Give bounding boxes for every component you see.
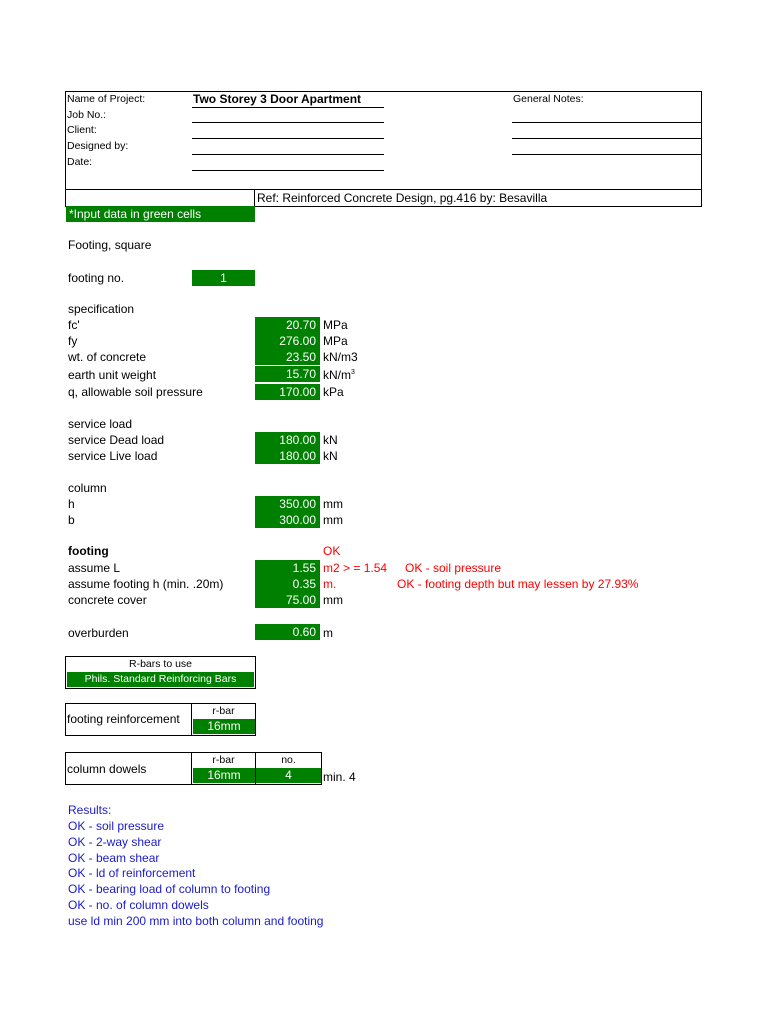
overburden-input[interactable]: 0.60 bbox=[255, 624, 320, 640]
footing-no-input[interactable]: 1 bbox=[192, 270, 255, 286]
result-item: use ld min 200 mm into both column and footing bbox=[68, 914, 324, 928]
designed-by-label: Designed by: bbox=[67, 140, 129, 152]
spec-label-soil-pressure: q, allowable soil pressure bbox=[68, 385, 203, 399]
spec-label-fy: fy bbox=[68, 334, 78, 348]
reference-divider bbox=[254, 189, 255, 206]
reference-text: Ref: Reinforced Concrete Design, pg.416 by: Besavilla bbox=[257, 191, 548, 205]
specification-title: specification bbox=[68, 302, 135, 316]
result-item: OK - beam shear bbox=[68, 851, 160, 865]
service-live-load-input[interactable]: 180.00 bbox=[255, 448, 320, 464]
result-item: OK - no. of column dowels bbox=[68, 898, 209, 912]
spec-input-fy[interactable]: 276.00 bbox=[255, 333, 320, 349]
assume-h-unit: m. bbox=[323, 577, 337, 591]
spec-unit-wt-concrete: kN/m3 bbox=[323, 350, 358, 364]
results-title: Results: bbox=[68, 803, 112, 817]
footing-reinforcement-label: footing reinforcement bbox=[67, 712, 180, 726]
result-item: OK - ld of reinforcement bbox=[68, 866, 196, 880]
service-live-load-label: service Live load bbox=[68, 449, 158, 463]
column-b-unit: mm bbox=[323, 513, 343, 527]
concrete-cover-unit: mm bbox=[323, 593, 343, 607]
concrete-cover-label: concrete cover bbox=[68, 593, 147, 607]
spec-unit-fc: MPa bbox=[323, 318, 348, 332]
header-divider bbox=[65, 189, 702, 190]
result-item: OK - 2-way shear bbox=[68, 835, 162, 849]
assume-h-label: assume footing h (min. .20m) bbox=[68, 577, 224, 591]
project-name[interactable]: Two Storey 3 Door Apartment bbox=[193, 92, 362, 106]
spec-input-fc[interactable]: 20.70 bbox=[255, 317, 320, 333]
date-label: Date: bbox=[67, 156, 93, 168]
designed-by-field-line[interactable] bbox=[192, 154, 384, 155]
service-dead-load-input[interactable]: 180.00 bbox=[255, 432, 320, 448]
name-of-project-label: Name of Project: bbox=[67, 93, 146, 105]
column-h-unit: mm bbox=[323, 497, 343, 511]
assume-l-input[interactable]: 1.55 bbox=[255, 560, 320, 576]
column-h-input[interactable]: 350.00 bbox=[255, 496, 320, 512]
client-label: Client: bbox=[67, 124, 97, 136]
spec-unit-soil-pressure: kPa bbox=[323, 385, 344, 399]
column-dowels-rbar-header: r-bar bbox=[212, 754, 235, 766]
spec-label-wt-concrete: wt. of concrete bbox=[68, 350, 147, 364]
general-notes-line-3[interactable] bbox=[512, 154, 702, 155]
rbars-value: Phils. Standard Reinforcing Bars bbox=[84, 673, 237, 685]
general-notes-label: General Notes: bbox=[513, 93, 584, 105]
general-notes-line-1[interactable] bbox=[512, 122, 702, 123]
footing-title: footing bbox=[68, 544, 109, 558]
spec-input-soil-pressure[interactable]: 170.00 bbox=[255, 384, 320, 400]
column-dowels-rbar-select[interactable]: 16mm bbox=[193, 768, 255, 783]
service-dead-load-unit: kN bbox=[323, 433, 338, 447]
column-h-label: h bbox=[68, 497, 75, 511]
overburden-label: overburden bbox=[68, 626, 129, 640]
rbars-title: R-bars to use bbox=[128, 658, 193, 670]
result-item: OK - bearing load of column to footing bbox=[68, 882, 271, 896]
spec-unit-fy: MPa bbox=[323, 334, 348, 348]
assume-h-check: OK - footing depth but may lessen by 27.93% bbox=[397, 577, 639, 591]
result-item: OK - soil pressure bbox=[68, 819, 165, 833]
assume-h-input[interactable]: 0.35 bbox=[255, 576, 320, 592]
job-no-label: Job No.: bbox=[67, 109, 107, 121]
footing-reinforcement-select[interactable]: 16mm bbox=[193, 719, 255, 734]
spec-input-earth-weight[interactable]: 15.70 bbox=[255, 366, 320, 382]
column-dowels-no-header: no. bbox=[281, 754, 296, 766]
assume-l-check: OK - soil pressure bbox=[405, 561, 502, 575]
general-notes-line-2[interactable] bbox=[512, 138, 702, 139]
spec-label-earth-weight: earth unit weight bbox=[68, 368, 157, 382]
footing-type: Footing, square bbox=[68, 238, 152, 252]
column-dowels-no-input[interactable]: 4 bbox=[256, 768, 321, 783]
concrete-cover-input[interactable]: 75.00 bbox=[255, 592, 320, 608]
spec-input-wt-concrete[interactable]: 23.50 bbox=[255, 349, 320, 365]
assume-l-unit: m2 > = 1.54 bbox=[323, 561, 388, 575]
column-dowels-label: column dowels bbox=[67, 762, 147, 776]
input-note-cell bbox=[66, 206, 255, 222]
spec-unit-earth-weight: $kN/m^3$ bbox=[323, 368, 355, 382]
client-field-line[interactable] bbox=[192, 138, 384, 139]
footing-status: OK bbox=[323, 544, 341, 558]
rbars-select[interactable] bbox=[67, 672, 254, 687]
spec-label-fc: fc' bbox=[68, 318, 80, 332]
project-name-field-line[interactable] bbox=[192, 107, 384, 108]
service-load-title: service load bbox=[68, 417, 133, 431]
date-field-line[interactable] bbox=[192, 170, 384, 171]
input-note-text: *Input data in green cells bbox=[69, 207, 202, 221]
column-b-label: b bbox=[68, 513, 75, 527]
column-dowels-min-note: min. 4 bbox=[323, 770, 356, 784]
job-no-field-line[interactable] bbox=[192, 122, 384, 123]
column-title: column bbox=[68, 481, 107, 495]
assume-l-label: assume L bbox=[68, 561, 121, 575]
footing-no-label: footing no. bbox=[68, 271, 125, 285]
service-live-load-unit: kN bbox=[323, 449, 338, 463]
overburden-unit: m bbox=[323, 626, 333, 640]
column-b-input[interactable]: 300.00 bbox=[255, 512, 320, 528]
service-dead-load-label: service Dead load bbox=[68, 433, 165, 447]
footing-reinforcement-header: r-bar bbox=[212, 705, 235, 717]
